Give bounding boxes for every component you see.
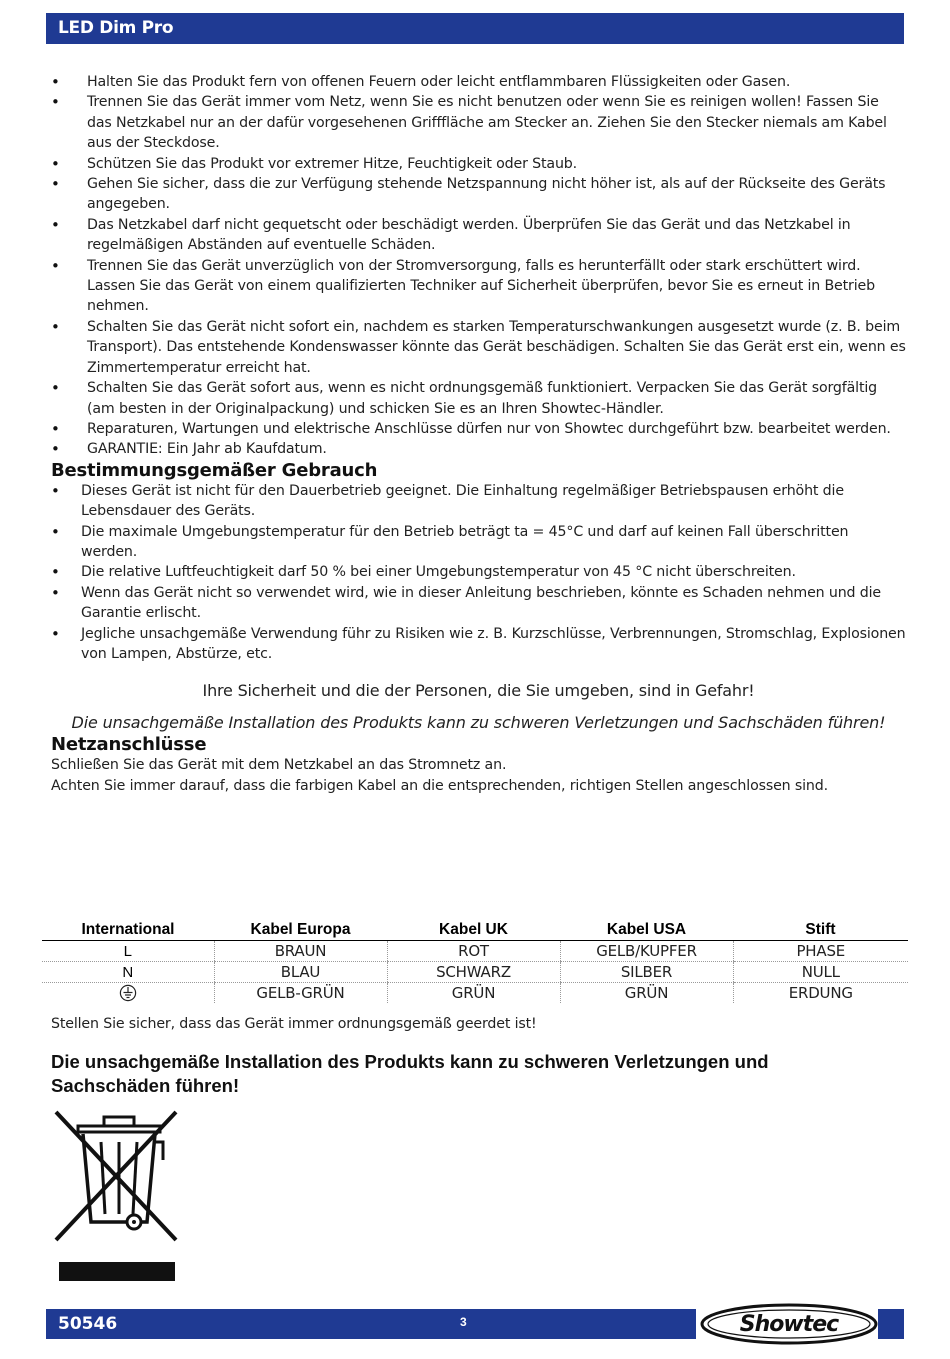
earth-ground-icon <box>119 984 137 1002</box>
cable-color-table <box>42 919 908 1003</box>
table-cell: ERDUNG <box>733 983 908 1004</box>
page-number: 3 <box>460 1315 467 1329</box>
table-cell: SCHWARZ <box>387 962 560 983</box>
table-cell: GELB/KUPFER <box>560 941 733 962</box>
table-cell <box>42 983 214 1004</box>
usage-list <box>51 481 906 665</box>
main-content <box>51 72 906 796</box>
list-item: • Jegliche unsachgemäße Verwendung führ zu Risiken wie z. B. Kurzschlüsse, Verbrennungen, Stromschlag, Explosionen von Lampen, Abstürze, etc. <box>51 624 906 665</box>
list-item: • Schalten Sie das Gerät sofort aus, wenn es nicht ordnungsgemäß funktioniert. Verpacken Sie das Gerät sorgfältig (am besten in der Originalpackung) und schicken Sie es an Ihren Showtec-Händler. <box>51 378 906 419</box>
list-item: • Schalten Sie das Gerät nicht sofort ein, nachdem es starken Temperaturschwankungen ausgesetzt wurde (z. B. beim Transport). Das entstehende Kondenswasser könnte das Gerät beschädigen. Schalten Sie das Gerät erst ein, wenn es Zimmertemperatur erreicht hat. <box>51 317 906 378</box>
bold-installation-warning: Die unsachgemäße Installation des Produkts kann zu schweren Verletzungen und Sachschäden führen! <box>51 1051 769 1096</box>
table-header-row <box>42 919 908 941</box>
table-cell: BLAU <box>214 962 387 983</box>
table-cell: ROT <box>387 941 560 962</box>
table-cell: GELB-GRÜN <box>214 983 387 1004</box>
grounding-note: Stellen Sie sicher, dass das Gerät immer ordnungsgemäß geerdet ist! <box>51 1016 537 1032</box>
list-item: • Reparaturen, Wartungen und elektrische Anschlüsse dürfen nur von Showtec durchgeführt bzw. bearbeitet werden. <box>51 419 906 439</box>
safety-warning: Ihre Sicherheit und die der Personen, die Sie umgeben, sind in Gefahr! <box>202 681 755 701</box>
list-item: • Das Netzkabel darf nicht gequetscht oder beschädigt werden. Überprüfen Sie das Gerät und das Netzkabel in regelmäßigen Abständen auf eventuelle Schäden. <box>51 215 906 256</box>
installation-warning-italic: Die unsachgemäße Installation des Produkts kann zu schweren Verletzungen und Sachschäden führen! <box>71 713 886 733</box>
document-title: LED Dim Pro <box>58 18 174 38</box>
section-heading-usage: Bestimmungsgemäßer Gebrauch <box>51 459 378 481</box>
table-cell: GRÜN <box>560 983 733 1004</box>
table-cell: BRAUN <box>214 941 387 962</box>
column-header: Kabel Europa <box>214 919 387 941</box>
weee-crossed-bin-icon <box>50 1104 185 1284</box>
column-header: International <box>42 919 214 941</box>
footer-bar-end <box>878 1309 904 1339</box>
list-item: • Halten Sie das Produkt fern von offenen Feuern oder leicht entflammbaren Flüssigkeiten oder Gasen. <box>51 72 906 92</box>
table-row <box>42 962 908 983</box>
table-cell: NULL <box>733 962 908 983</box>
column-header: Stift <box>733 919 908 941</box>
list-item: • Schützen Sie das Produkt vor extremer Hitze, Feuchtigkeit oder Staub. <box>51 154 906 174</box>
header-bar <box>46 13 904 44</box>
list-item: • Die maximale Umgebungstemperatur für den Betrieb beträgt ta = 45°C und darf auf keinen Fall überschritten werden. <box>51 522 906 563</box>
showtec-logo <box>698 1302 880 1346</box>
table-cell: GRÜN <box>387 983 560 1004</box>
list-item: • GARANTIE: Ein Jahr ab Kaufdatum. <box>51 439 906 459</box>
list-item: • Trennen Sie das Gerät immer vom Netz, wenn Sie es nicht benutzen oder wenn Sie es reinigen wollen! Fassen Sie das Netzkabel nur an der dafür vorgesehenen Grifffläche am Stecker an. Ziehen Sie den Stecker niemals am Kabel aus der Steckdose. <box>51 92 906 153</box>
list-item: • Trennen Sie das Gerät unverzüglich von der Stromversorgung, falls es herunterfällt oder stark erschüttert wird. Lassen Sie das Gerät von einem qualifizierten Techniker auf Sicherheit überprüfen, bevor Sie es erneut in Betrieb nehmen. <box>51 256 906 317</box>
table-cell: PHASE <box>733 941 908 962</box>
section-heading-power: Netzanschlüsse <box>51 734 207 756</box>
power-instruction-2: Achten Sie immer darauf, dass die farbigen Kabel an die entsprechenden, richtigen Stellen angeschlossen sind. <box>51 777 828 794</box>
column-header: Kabel USA <box>560 919 733 941</box>
product-code: 50546 <box>58 1314 118 1334</box>
power-instruction-1: Schließen Sie das Gerät mit dem Netzkabel an das Stromnetz an. <box>51 757 507 774</box>
table-row <box>42 941 908 962</box>
column-header: Kabel UK <box>387 919 560 941</box>
list-item: • Wenn das Gerät nicht so verwendet wird, wie in dieser Anleitung beschrieben, könnte es Schaden nehmen und die Garantie erlischt. <box>51 583 906 624</box>
list-item: • Gehen Sie sicher, dass die zur Verfügung stehende Netzspannung nicht höher ist, als auf der Rückseite des Geräts angegeben. <box>51 174 906 215</box>
table-cell: L <box>42 941 214 962</box>
table-cell: SILBER <box>560 962 733 983</box>
safety-list <box>51 72 906 460</box>
list-item: • Dieses Gerät ist nicht für den Dauerbetrieb geeignet. Die Einhaltung regelmäßiger Betriebspausen erhöht die Lebensdauer des Geräts. <box>51 481 906 522</box>
footer-bar <box>46 1309 696 1339</box>
table-row <box>42 983 908 1004</box>
svg-text:Showtec: Showtec <box>739 1312 839 1337</box>
table-cell: N <box>42 962 214 983</box>
list-item: • Die relative Luftfeuchtigkeit darf 50 % bei einer Umgebungstemperatur von 45 °C nicht überschreiten. <box>51 562 906 582</box>
